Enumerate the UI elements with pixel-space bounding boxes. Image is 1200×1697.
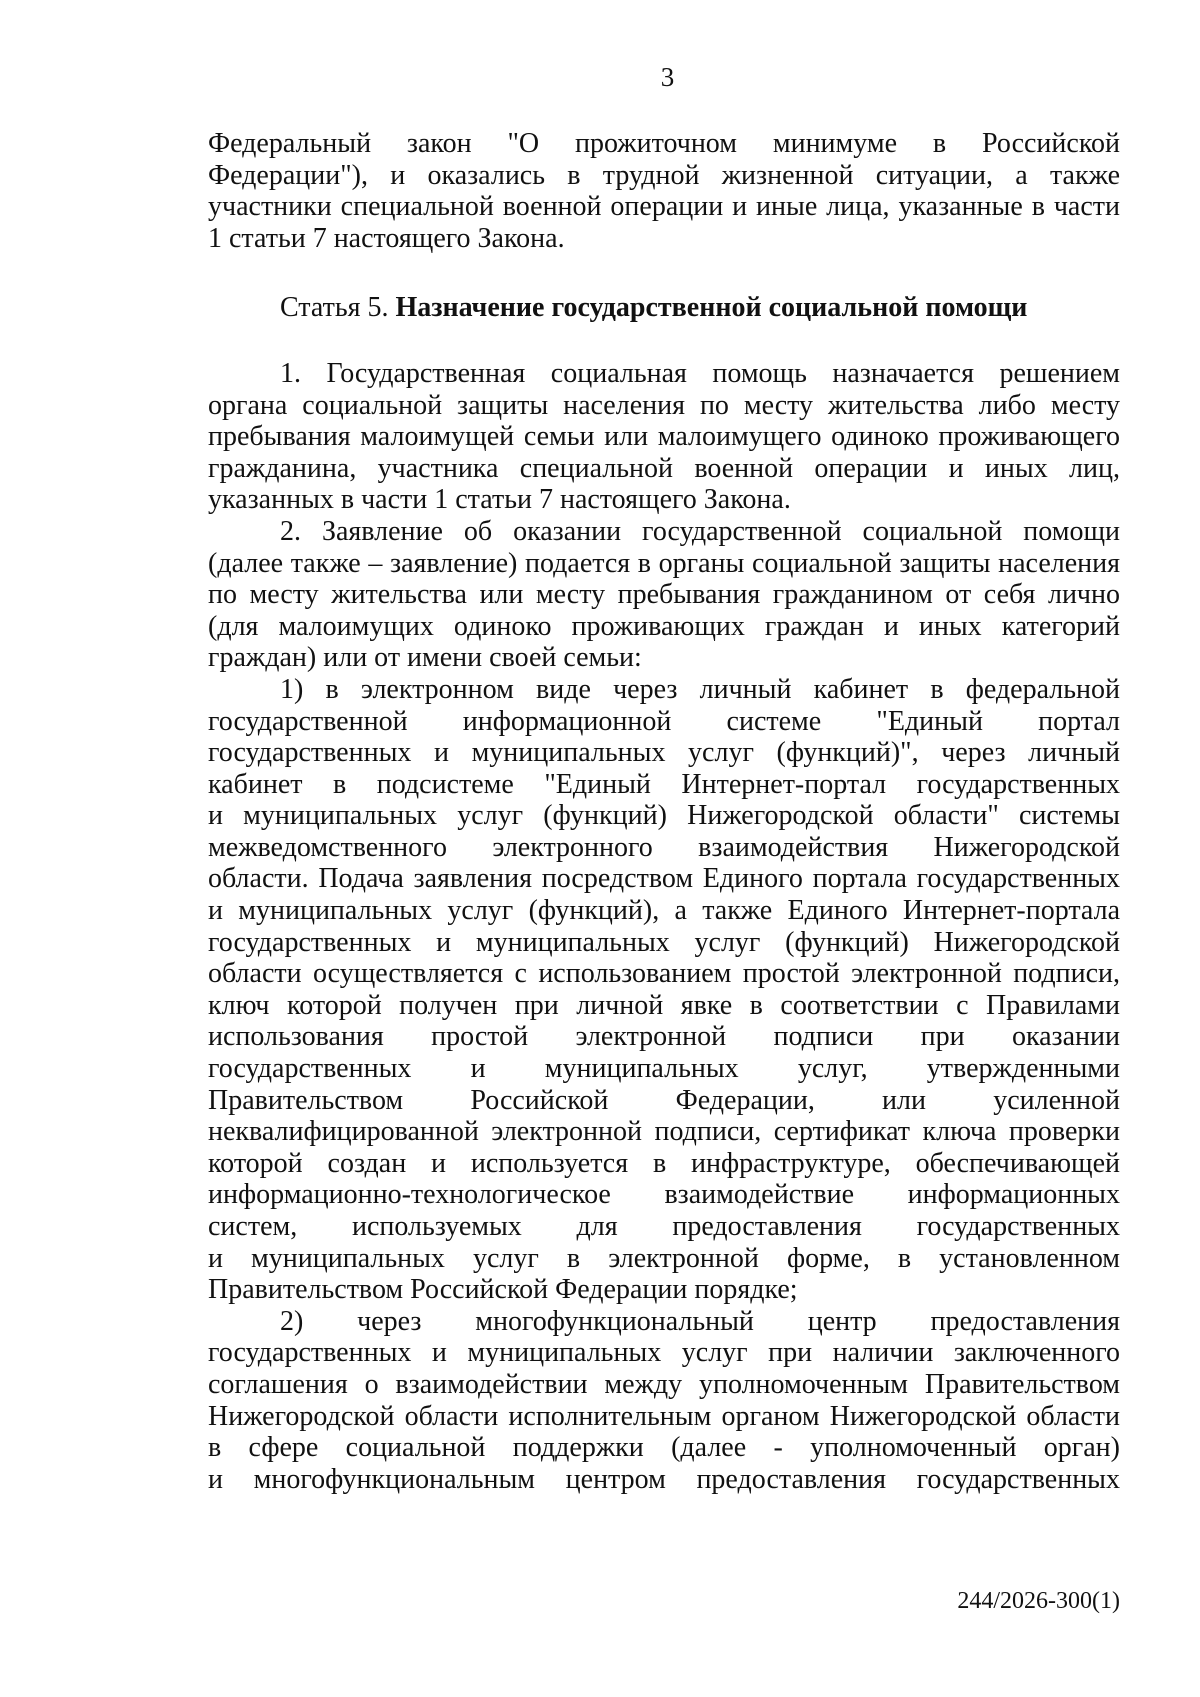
text-line: государственных и муниципальных услуг (функций) Нижегородской [208, 926, 1120, 958]
article-title: Назначение государственной социальной помощи [395, 292, 1028, 324]
article-label: Статья 5. [280, 292, 389, 324]
text-line: 1) в электронном виде через личный кабинет в федеральной [280, 673, 1120, 705]
text-line: межведомственного электронного взаимодействия Нижегородской [208, 831, 1120, 863]
text-line: 1 статьи 7 настоящего Закона. [208, 222, 565, 254]
text-line: участники специальной военной операции и иные лица, указанные в части [208, 191, 1120, 223]
text-line: и многофункциональным центром предоставления государственных [208, 1463, 1120, 1495]
text-line: и муниципальных услуг в электронной форме, в установленном [208, 1242, 1120, 1274]
text-line: ключ которой получен при личной явке в соответствии с Правилами [208, 989, 1120, 1021]
text-line: систем, используемых для предоставления государственных [208, 1211, 1120, 1242]
text-line: государственных и муниципальных услуг при наличии заключенного [208, 1337, 1120, 1369]
intro-paragraph [208, 128, 1120, 254]
text-line: области. Подача заявления посредством Единого портала государственных [208, 863, 1120, 895]
text-line: органа социальной защиты населения по месту жительства либо месту [208, 389, 1120, 421]
list-item-1 [208, 674, 1120, 1306]
text-line: государственных и муниципальных услуг (функций)", через личный [208, 737, 1120, 769]
text-line: использования простой электронной подписи при оказании [208, 1021, 1120, 1053]
text-line: Нижегородской области исполнительным органом Нижегородской области [208, 1400, 1120, 1432]
paragraph-2 [208, 516, 1120, 674]
text-line: в сфере социальной поддержки (далее - уполномоченный орган) [208, 1432, 1120, 1464]
text-line: и муниципальных услуг (функций) Нижегородской области" системы [208, 800, 1120, 832]
page-number: 3 [660, 62, 675, 92]
text-line: 2. Заявление об оказании государственной социальной помощи [280, 515, 1120, 547]
text-line: области осуществляется с использованием простой электронной подписи, [208, 958, 1120, 990]
text-line: Федеральный закон "О прожиточном минимуме в Российской [208, 128, 1120, 159]
document-code: 244/2026-300(1) [957, 1588, 1120, 1614]
text-line: 1. Государственная социальная помощь назначается решением [280, 357, 1120, 389]
article-heading [208, 292, 1120, 324]
text-line: Правительством Российской Федерации, или усиленной [208, 1084, 1120, 1116]
text-line: неквалифицированной электронной подписи, сертификат ключа проверки [208, 1116, 1120, 1148]
document-body [208, 128, 1120, 1495]
text-line: гражданина, участника специальной военной операции и иных лиц, [208, 452, 1120, 484]
text-line: государственных и муниципальных услуг, утвержденными [208, 1053, 1120, 1085]
text-line: граждан) или от имени своей семьи: [208, 642, 642, 674]
text-line: которой создан и используется в инфраструктуре, обеспечивающей [208, 1147, 1120, 1179]
text-line: Правительством Российской Федерации порядке; [208, 1274, 798, 1306]
text-line: пребывания малоимущей семьи или малоимущего одиноко проживающего [208, 421, 1120, 453]
text-line: соглашения о взаимодействии между уполномоченным Правительством [208, 1368, 1120, 1400]
text-line: (далее также – заявление) подается в органы социальной защиты населения [208, 547, 1120, 579]
text-line: кабинет в подсистеме "Единый Интернет-портал государственных [208, 768, 1120, 800]
text-line: и муниципальных услуг (функций), а также Единого Интернет-портала [208, 895, 1120, 927]
text-line: Федерации"), и оказались в трудной жизненной ситуации, а также [208, 159, 1120, 191]
text-line: 2) через многофункциональный центр предоставления [280, 1305, 1120, 1337]
text-line: (для малоимущих одиноко проживающих граждан и иных категорий [208, 610, 1120, 642]
text-line: указанных в части 1 статьи 7 настоящего Закона. [208, 484, 791, 516]
text-line: государственной информационной системе "Единый портал [208, 705, 1120, 737]
text-line: информационно-технологическое взаимодействие информационных [208, 1179, 1120, 1211]
paragraph-1 [208, 358, 1120, 516]
text-line: по месту жительства или месту пребывания гражданином от себя лично [208, 579, 1120, 611]
list-item-2 [208, 1306, 1120, 1496]
